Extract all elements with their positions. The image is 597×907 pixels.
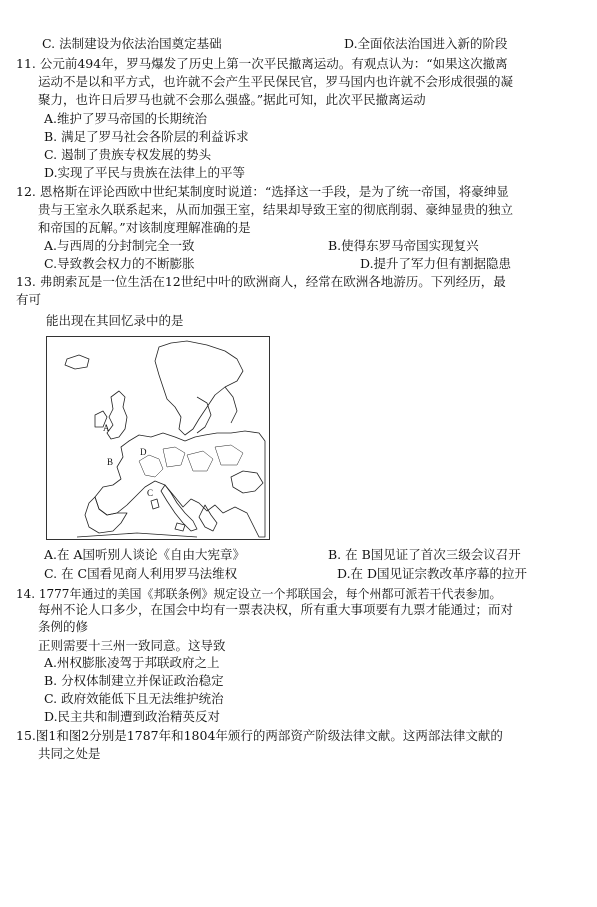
q15-stem-line1: 15.图1和图2分别是1787年和1804年颁行的两部资产阶级法律文献。这两部法律文献的 — [16, 728, 503, 743]
q11-option-b: B. 满足了罗马社会各阶层的利益诉求 — [44, 129, 249, 144]
q13-stem-line2: 能出现在其回忆录中的是 — [46, 313, 184, 328]
q14-option-d: D.民主共和制遭到政治精英反对 — [44, 709, 221, 724]
q13-option-d: D.在 D国见证宗教改革序幕的拉开 — [337, 566, 528, 581]
q14-stem-line1: 14. 1777年通过的美国《邦联条例》规定设立一个邦联国会，每个州都可派若干代表参加。 — [16, 587, 502, 601]
q12-stem-line2: 贵与王室永久联系起来，从而加强王室，结果却导致王室的彻底削弱、豪绅显贵的独立 — [38, 202, 514, 217]
map-label-b: B — [107, 457, 114, 467]
q13-option-a: A.在 A国听别人谈论《自由大宪章》 — [44, 547, 246, 562]
q12-option-b: B.使得东罗马帝国实现复兴 — [328, 238, 479, 253]
q11-stem-line2: 运动不是以和平方式，也许就不会产生平民保民官，罗马国内也许就不会形成很强的凝 — [38, 74, 514, 89]
europe-map — [46, 336, 270, 540]
q11-option-c: C. 遏制了贵族专权发展的势头 — [44, 147, 212, 162]
q11-option-d: D.实现了平民与贵族在法律上的平等 — [44, 165, 246, 180]
q14-stem-line3: 条例的修 — [38, 619, 89, 634]
q12-option-a: A.与西周的分封制完全一致 — [44, 238, 195, 253]
q12-option-c: C.导致教会权力的不断膨胀 — [44, 256, 195, 271]
q14-stem-line2: 每州不论人口多少，在国会中均有一票表决权，所有重大事项要有九票才能通过；而对 — [38, 602, 514, 617]
map-label-c: C — [147, 488, 154, 498]
q14-option-c: C. 政府效能低下且无法维护统治 — [44, 691, 224, 706]
q12-stem-line1: 12. 恩格斯在评论西欧中世纪某制度时说道：“选择这一手段，是为了统一帝国，将豪绅显 — [16, 184, 509, 199]
q13-stem-line1: 13. 弗朗索瓦是一位生活在12世纪中叶的欧洲商人，经常在欧洲各地游历。下列经历，最 — [16, 274, 506, 289]
map-label-d: D — [140, 447, 147, 457]
q14-stem-line4: 正则需要十三州一致同意。这导致 — [38, 638, 226, 653]
q13-option-c: C. 在 C国看见商人利用罗马法维权 — [44, 566, 238, 581]
q12-option-d: D.提升了军力但有割据隐患 — [360, 256, 512, 271]
q10-option-d: D.全面依法治国进入新的阶段 — [344, 36, 508, 51]
q14-option-a: A.州权膨胀凌驾于邦联政府之上 — [44, 655, 220, 670]
q15-stem-line2: 共同之处是 — [38, 746, 101, 761]
q10-option-c: C. 法制建设为依法治国奠定基础 — [42, 36, 222, 51]
q11-option-a: A.维护了罗马帝国的长期统治 — [44, 111, 208, 126]
q13-option-b: B. 在 B国见证了首次三级会议召开 — [328, 547, 521, 562]
q12-stem-line3: 和帝国的瓦解。”对该制度理解准确的是 — [38, 220, 251, 235]
q11-stem-line1: 11. 公元前494年，罗马爆发了历史上第一次平民撤离运动。有观点认为：“如果这次撤离 — [16, 56, 508, 71]
map-label-a: A — [103, 423, 110, 433]
q11-stem-line3: 聚力，也许日后罗马也就不会那么强盛。”据此可知，此次平民撤离运动 — [38, 92, 426, 107]
q14-option-b: B. 分权体制建立并保证政治稳定 — [44, 673, 224, 688]
q13-stem-line1-wrap: 有可 — [16, 292, 42, 307]
